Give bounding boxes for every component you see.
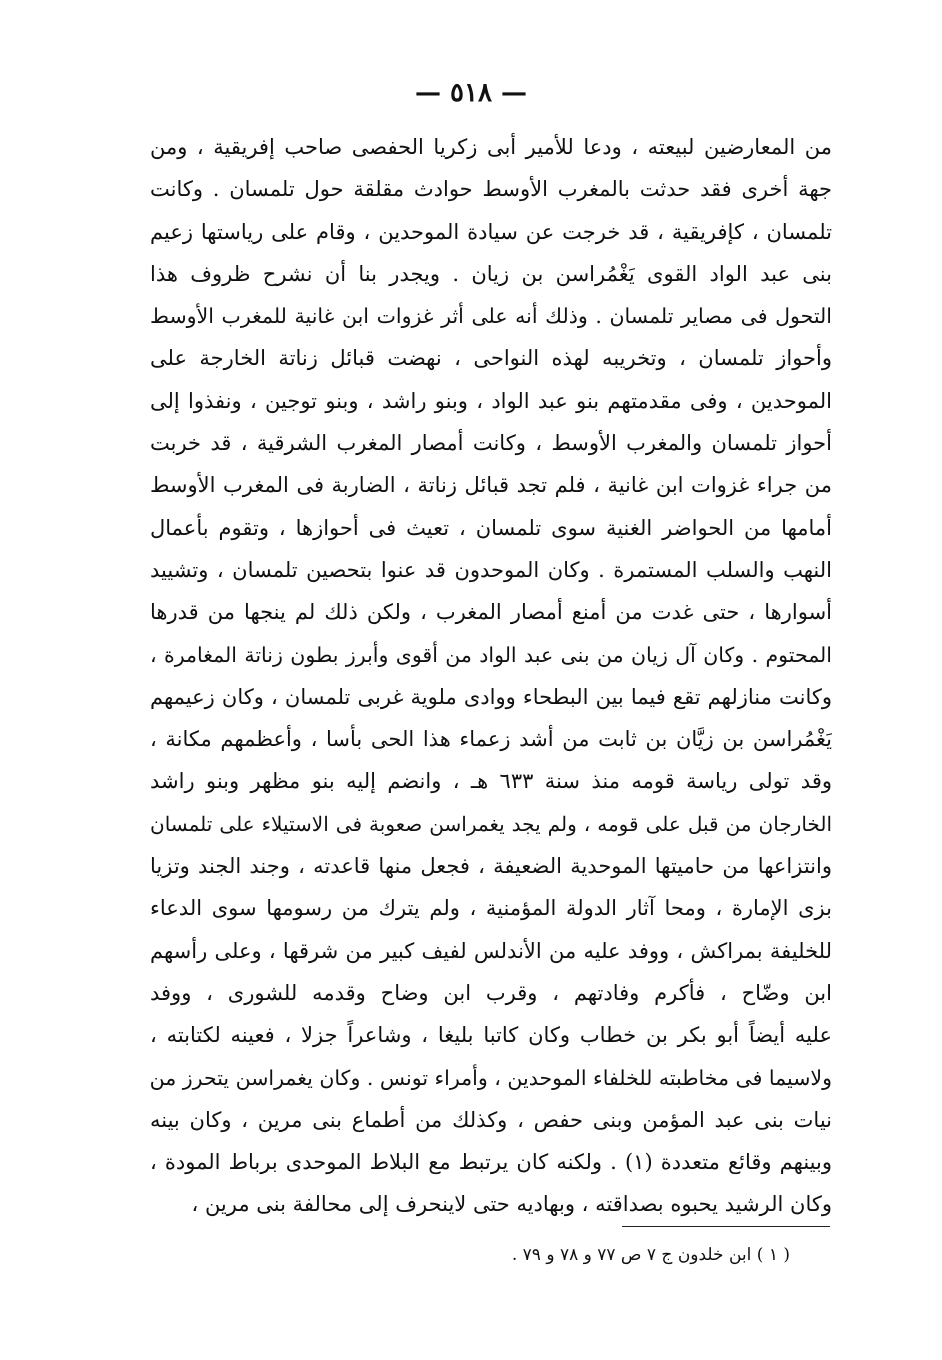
text-line: من جراء غزوات ابن غانية ، فلم تجد قبائل زناتة ، الضاربة فى المغرب الأوسط — [150, 473, 832, 498]
text-line: أسوارها ، حتى غدت من أمنع أمصار المغرب ، ولكن ذلك لم ينجها من قدرها — [150, 600, 832, 625]
text-line: من المعارضين لبيعته ، ودعا للأمير أبى زكريا الحفصى صاحب إفريقية ، ومن — [150, 135, 832, 159]
footnote-divider — [622, 1226, 830, 1227]
text-line: جهة أخرى فقد حدثت بالمغرب الأوسط حوادث مقلقة حول تلمسان . وكانت — [150, 177, 832, 202]
text-line: ولاسيما فى مخاطبته للخلفاء الموحدين ، وأمراء تونس . وكان يغمراسن يتحرز من — [150, 1065, 832, 1090]
text-line: وأحواز تلمسان ، وتخريبه لهذه النواحى ، نهضت قبائل زناتة الخارجة على — [150, 346, 832, 371]
page-number: — ٥١٨ — — [414, 78, 528, 108]
text-line: تلمسان ، كإفريقية ، قد خرجت عن سيادة الموحدين ، وقام على رياستها زعيم — [150, 219, 832, 244]
text-line: الموحدين ، وفى مقدمتهم بنو عبد الواد ، وبنو راشد ، وبنو توجين ، ونفذوا إلى — [150, 388, 832, 413]
text-line: يَغْمُراسن بن زيَّان بن ثابت من أشد زعماء هذا الحى بأسا ، وأعظمهم مكانة ، — [150, 727, 832, 752]
text-line: بزى الإمارة ، ومحا آثار الدولة المؤمنية ، ولم يترك من رسومها سوى الدعاء — [150, 896, 832, 921]
text-line: عليه أيضاً أبو بكر بن خطاب وكان كاتبا بليغا ، وشاعراً جزلا ، فعينه لكتابته ، — [150, 1023, 832, 1048]
text-line: وبينهم وقائع متعددة (١) . ولكنه كان يرتبط مع البلاط الموحدى برباط المودة ، — [150, 1150, 832, 1175]
body-text — [150, 126, 832, 1226]
text-line: المحتوم . وكان آل زيان من بنى عبد الواد من أقوى وأبرز بطون زناتة المغامرة ، — [150, 642, 832, 667]
text-line: أمامها من الحواضر الغنية سوى تلمسان ، تعيث فى أحوازها ، وتقوم بأعمال — [150, 515, 832, 540]
text-line: وكان الرشيد يحبوه بصداقته ، وبهاديه حتى لاينحرف إلى محالفة بنى مرين ، — [191, 1192, 832, 1217]
text-line: الخارجان من قبل على قومه ، ولم يجد يغمراسن صعوبة فى الاستيلاء على تلمسان — [150, 811, 832, 836]
text-line: وقد تولى رياسة قومه منذ سنة ٦٣٣ هـ ، وانضم إليه بنو مظهر وبنو راشد — [150, 769, 832, 794]
text-line: نيات بنى عبد المؤمن وبنى حفص ، وكذلك من أطماع بنى مرين ، وكان بينه — [150, 1107, 832, 1132]
text-line: النهب والسلب المستمرة . وكان الموحدون قد عنوا بتحصين تلمسان ، وتشييد — [150, 557, 832, 582]
text-line: للخليفة بمراكش ، ووفد عليه من الأندلس لفيف كبير من شرقها ، وعلى رأسهم — [150, 938, 832, 963]
text-line: بنى عبد الواد القوى يَغْمُراسن بن زيان . ويجدر بنا أن نشرح ظروف هذا — [150, 261, 832, 286]
text-line: ابن وضّاح ، فأكرم وفادتهم ، وقرب ابن وضاح وقدمه للشورى ، ووفد — [150, 980, 832, 1005]
text-line: التحول فى مصاير تلمسان . وذلك أنه على أثر غزوات ابن غانية للمغرب الأوسط — [150, 304, 832, 329]
text-line: وانتزاعها من حاميتها الموحدية الضعيفة ، فجعل منها قاعدته ، وجند الجند وتزيا — [150, 854, 832, 879]
footnote: ( ١ ) ابن خلدون ج ٧ ص ٧٧ و ٧٨ و ٧٩ . — [511, 1245, 790, 1265]
text-line: وكانت منازلهم تقع فيما بين البطحاء ووادى ملوية غربى تلمسان ، وكان زعيمهم — [150, 684, 832, 709]
text-line: أحواز تلمسان والمغرب الأوسط ، وكانت أمصار المغرب الشرقية ، قد خربت — [150, 431, 832, 456]
